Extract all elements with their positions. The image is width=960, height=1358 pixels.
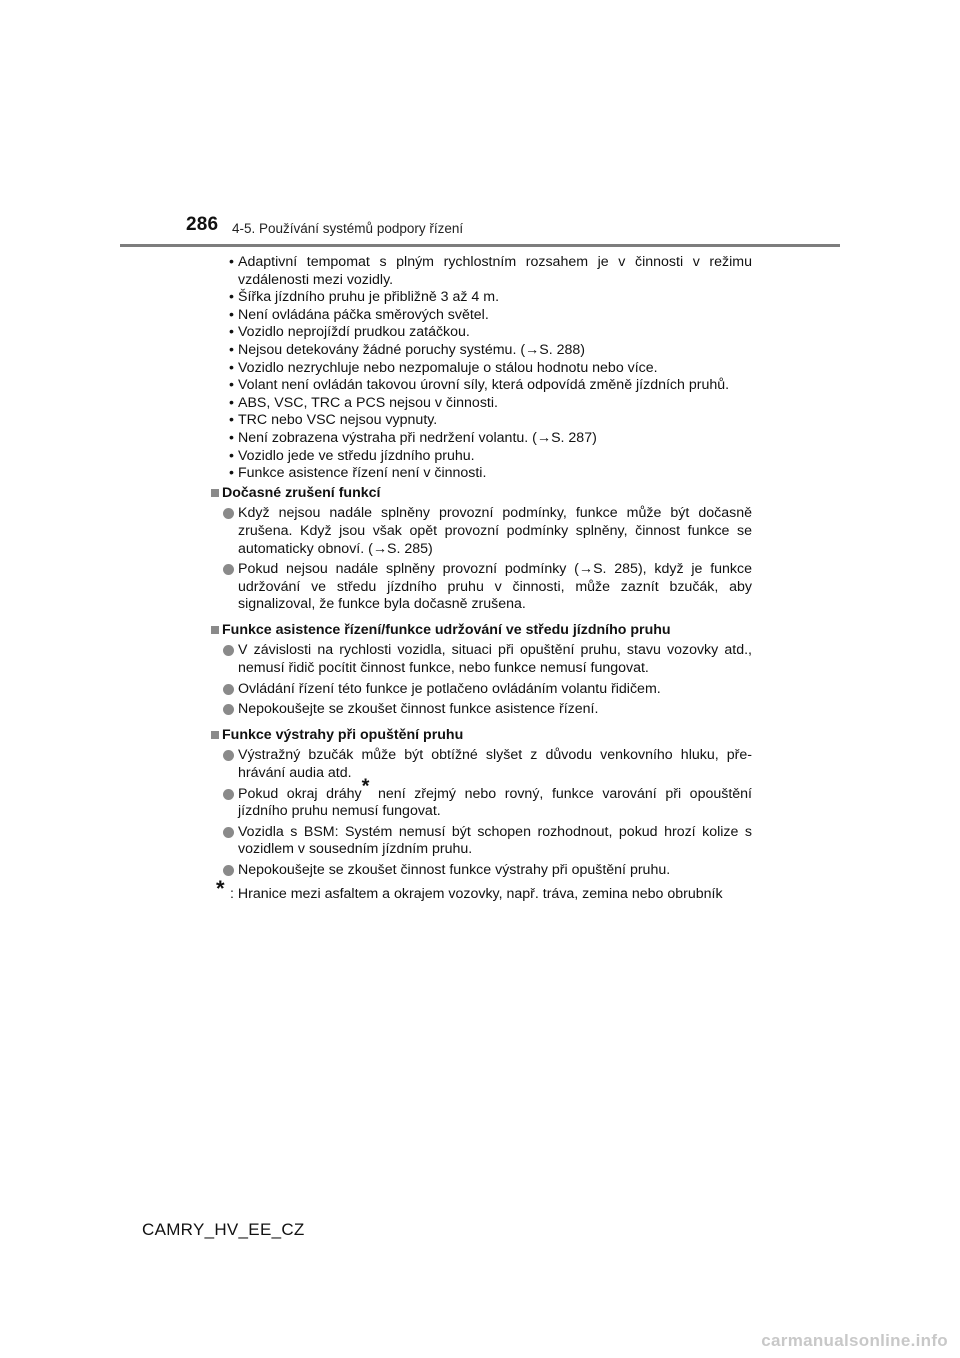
square-bullet-icon [211, 626, 219, 634]
circle-bullet-icon [223, 750, 234, 761]
footnote-marker: * [361, 774, 370, 797]
list-item: • Vozidlo neprojíždí prudkou zatáčkou. [229, 324, 470, 341]
list-item: • ABS, VSC, TRC a PCS nejsou v činnosti. [229, 394, 498, 411]
page-content [208, 254, 752, 903]
section-heading: Funkce výstrahy při opuštění pruhu [208, 727, 752, 745]
list-item: • Adaptivní tempomat s plným rychlostním rozsahem je v činnosti v režimu vzdálenosti mezi vozidly. [229, 254, 752, 288]
condition-list [208, 254, 752, 483]
list-item: • Volant není ovládán takovou úrovní síly, která odpovídá změně jízdních pruhů. [229, 377, 730, 394]
list-item: Ovládání řízení této funkce je potlačeno ovládáním volantu řidičem. [208, 681, 752, 699]
list-item: • Vozidlo nezrychluje nebo nezpomaluje o stálou hodnotu nebo více. [229, 359, 658, 376]
list-item: • TRC nebo VSC nejsou vypnuty. [229, 412, 438, 429]
list-item: • Šířka jízdního pruhu je přibližně 3 až 4 m. [229, 289, 500, 306]
list-item: Když nejsou nadále splněny provozní podmínky, funkce může být dočasně zrušena. Když jsou však opět provozní podmínky splněny, činnost funkce se automaticky obnoví. (→S. 285) [208, 505, 752, 558]
chapter-title: 4-5. Používání systémů podpory řízení [232, 221, 464, 236]
list-item: Nepokoušejte se zkoušet činnost funkce výstrahy při opuštění pruhu. [208, 862, 752, 880]
circle-bullet-icon [223, 827, 234, 838]
circle-bullet-icon [223, 865, 234, 876]
circle-bullet-icon [223, 564, 234, 575]
list-item: Nepokoušejte se zkoušet činnost funkce asistence řízení. [208, 701, 752, 719]
circle-bullet-icon [223, 789, 234, 800]
list-item: V závislosti na rychlosti vozidla, situaci při opuštění pruhu, stavu vozovky atd., nemusí řidič pocítit činnost funkce, nebo funkce nemusí fungovat. [208, 642, 752, 677]
document-code: CAMRY_HV_EE_CZ [142, 1220, 305, 1239]
circle-bullet-icon [223, 684, 234, 695]
footnote-star: * [216, 875, 225, 901]
list-item: • Vozidlo jede ve středu jízdního pruhu. [229, 447, 475, 464]
circle-bullet-icon [223, 704, 234, 715]
page-number: 286 [186, 214, 219, 235]
list-item: Výstražný bzučák může být obtížné slyšet z důvodu venkovního hluku, pře-hrávání audia atd. [208, 747, 752, 782]
circle-bullet-icon [223, 645, 234, 656]
square-bullet-icon [211, 731, 219, 739]
watermark: carmanualsonline.info [761, 1331, 948, 1350]
section-heading: Funkce asistence řízení/funkce udržování ve středu jízdního pruhu [208, 622, 752, 640]
header-divider [120, 244, 840, 247]
list-item: • Není zobrazena výstraha při nedržení volantu. (→S. 287) [229, 429, 597, 446]
square-bullet-icon [211, 489, 219, 497]
circle-bullet-icon [223, 508, 234, 519]
section-heading: Dočasné zrušení funkcí [208, 485, 752, 503]
footnote: * : Hranice mezi asfaltem a okrajem vozovky, např. tráva, zemina nebo obrubník [216, 875, 723, 902]
list-item: Vozidla s BSM: Systém nemusí být schopen rozhodnout, pokud hrozí kolize s vozidlem v sousedním jízdním pruhu. [208, 824, 752, 859]
list-item: • Není ovládána páčka směrových světel. [229, 306, 489, 323]
list-item: Pokud nejsou nadále splněny provozní podmínky (→S. 285), když je funkce udržování ve středu jízdního pruhu v činnosti, může zaznít bzučák, aby signalizoval, že funkce byla dočasně zrušena. [208, 561, 752, 614]
list-item: Pokud okraj dráhy* není zřejmý nebo rovný, funkce varování při opouštění jízdního pruhu nemusí fungovat. [208, 786, 752, 821]
list-item: • Funkce asistence řízení není v činnosti. [229, 465, 487, 482]
list-item: • Nejsou detekovány žádné poruchy systému. (→S. 288) [229, 341, 585, 358]
